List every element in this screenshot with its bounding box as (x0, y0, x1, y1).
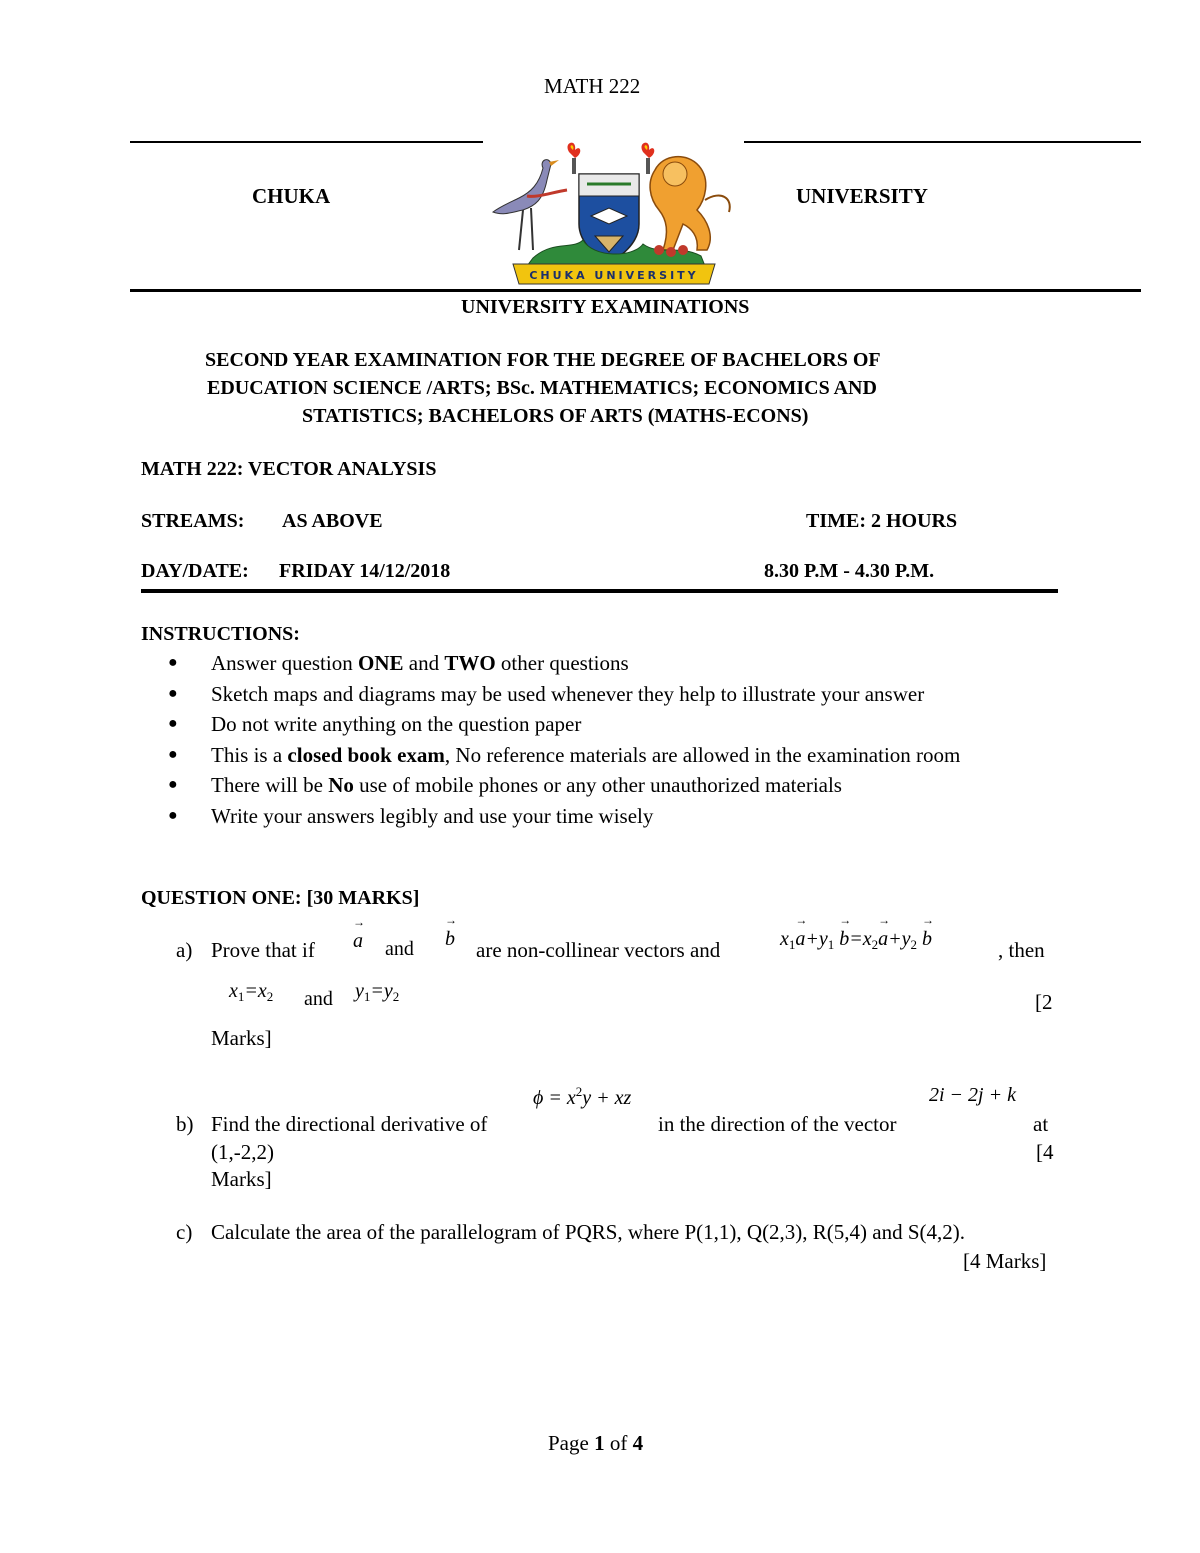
instruction-item: ● Write your answers legibly and use your time wisely (168, 801, 960, 832)
instruction-item: ● Sketch maps and diagrams may be used whenever they help to illustrate your answer (168, 679, 960, 710)
course-title: MATH 222: VECTOR ANALYSIS (141, 458, 437, 480)
bullet-icon: ● (168, 806, 178, 824)
part-a-marks-2: Marks] (211, 1026, 272, 1050)
crest-ribbon-text: CHUKA UNIVERSITY (529, 269, 699, 282)
part-a-text-5: and (304, 988, 333, 1010)
bullet-icon: ● (168, 684, 178, 702)
part-c-text: Calculate the area of the parallelogram of PQRS, where P(1,1), Q(2,3), R(5,4) and S(4,2). (211, 1220, 966, 1244)
degree-line-3: STATISTICS; BACHELORS OF ARTS (MATHS-ECONS) (302, 405, 809, 427)
university-crest-logo (483, 140, 745, 288)
part-b-text-3: at (1033, 1112, 1049, 1136)
question-one-heading: QUESTION ONE: [30 MARKS] (141, 887, 420, 909)
bullet-icon: ● (168, 745, 178, 763)
part-c-marks: [4 Marks] (963, 1249, 1047, 1273)
university-name-left: CHUKA (252, 184, 331, 208)
date-label: DAY/DATE: (141, 560, 249, 582)
instruction-item: ● Answer question ONE and TWO other questions (168, 648, 960, 679)
exam-duration: TIME: 2 HOURS (806, 510, 958, 532)
header-rule-left (130, 141, 483, 143)
instruction-item: ● There will be No use of mobile phones or any other unauthorized materials (168, 770, 960, 801)
part-a-text-4: , then (998, 938, 1045, 962)
header-rule-bottom (130, 289, 1141, 292)
header-rule-right (744, 141, 1141, 143)
vector-a-symbol: → a (353, 930, 363, 953)
streams-value: AS ABOVE (282, 510, 383, 532)
streams-label: STREAMS: (141, 510, 245, 532)
bullet-icon: ● (168, 715, 178, 733)
part-b-text-2: in the direction of the vector (658, 1112, 897, 1136)
degree-line-1: SECOND YEAR EXAMINATION FOR THE DEGREE OF BACHELORS OF (205, 349, 881, 371)
bullet-icon: ● (168, 776, 178, 794)
exam-time-range: 8.30 P.M - 4.30 P.M. (764, 560, 935, 582)
part-a-text-3: are non-collinear vectors and (476, 938, 721, 962)
direction-vector-formula: 2i − 2j + k (929, 1084, 1016, 1106)
instruction-item: ● Do not write anything on the question paper (168, 709, 960, 740)
part-a-marks-1: [2 (1035, 990, 1053, 1014)
bullet-icon: ● (168, 654, 178, 671)
part-a-text-2: and (385, 938, 414, 960)
part-a-label: a) (176, 938, 193, 962)
part-b-text-1: Find the directional derivative of (211, 1112, 488, 1136)
equation-x1-x2: $x_1=x_2$ (229, 980, 274, 1004)
vector-b-symbol: → b (445, 928, 455, 951)
instructions-list (168, 648, 960, 832)
part-b-marks-1: [4 (1036, 1140, 1054, 1164)
scalar-field-formula: $\phi = x^2y$ + xz (533, 1084, 632, 1109)
part-b-point: (1,-2,2) (211, 1140, 274, 1164)
page-footer: Page 1 of 4 (548, 1431, 644, 1455)
instruction-item: ● This is a closed book exam, No reference materials are allowed in the examination room (168, 740, 960, 771)
part-c-label: c) (176, 1220, 193, 1244)
part-b-marks-2: Marks] (211, 1167, 272, 1191)
part-a-text-1: Prove that if (211, 938, 315, 962)
university-name-right: UNIVERSITY (796, 184, 928, 208)
degree-line-2: EDUCATION SCIENCE /ARTS; BSc. MATHEMATICS; ECONOMICS AND (207, 377, 877, 399)
date-value: FRIDAY 14/12/2018 (279, 560, 451, 582)
title-block-rule (141, 589, 1058, 593)
instructions-heading: INSTRUCTIONS: (141, 623, 300, 645)
vector-equation: $x_1\to a+y_1 \to b=x_2\to a+y_2 \to b$ (780, 928, 932, 953)
course-code-header: MATH 222 (544, 74, 641, 98)
equation-y1-y2: $y_1=y_2$ (355, 980, 400, 1004)
part-b-label: b) (176, 1112, 194, 1136)
exam-title: UNIVERSITY EXAMINATIONS (461, 296, 750, 318)
